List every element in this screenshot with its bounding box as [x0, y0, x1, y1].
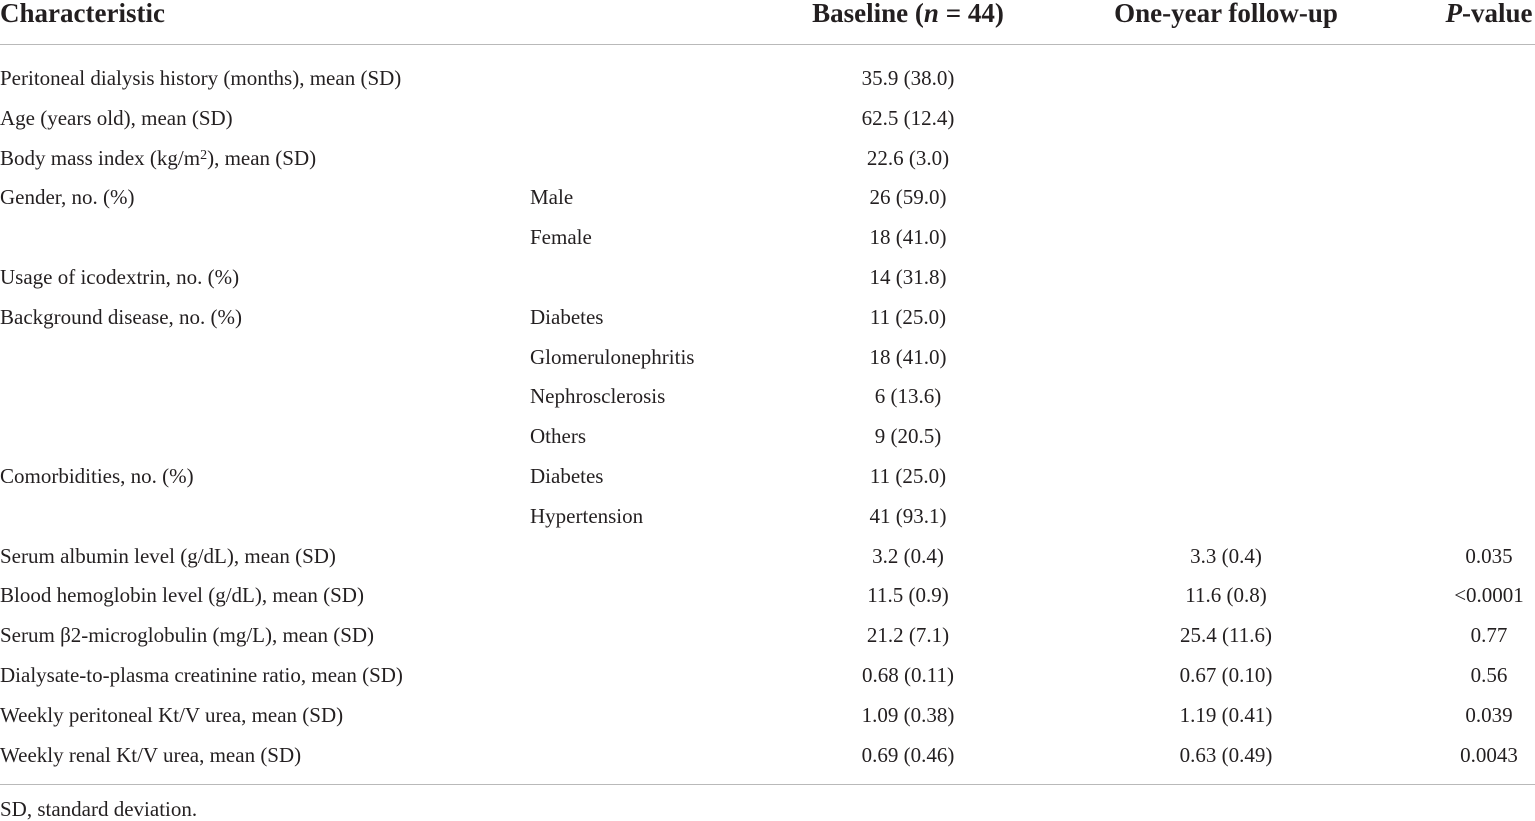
cell-followup: 25.4 (11.6) [1180, 623, 1272, 648]
cell-pvalue: 0.035 [1465, 543, 1513, 568]
cell-followup: 11.6 (0.8) [1185, 583, 1267, 608]
cell-characteristic [0, 146, 316, 170]
header-pvalue-p: P [1445, 0, 1462, 28]
cell-characteristic: Usage of icodextrin, no. (%) [0, 265, 240, 289]
table-row [0, 305, 1535, 345]
cell-label-pre: Body mass index (kg/m [0, 145, 201, 170]
table-row [0, 544, 1535, 584]
cell-baseline: 18 (41.0) [869, 225, 947, 250]
table-footnote: SD, standard deviation. [0, 797, 198, 821]
cell-subcategory: Female [530, 225, 592, 250]
header-baseline-n: n [923, 0, 939, 28]
cell-characteristic: Serum β2-microglobulin (mg/L), mean (SD) [0, 623, 375, 648]
cell-characteristic: Weekly renal Kt/V urea, mean (SD) [0, 742, 302, 767]
cell-subcategory: Hypertension [530, 503, 644, 528]
table-row [0, 743, 1535, 783]
cell-baseline: 9 (20.5) [874, 424, 942, 449]
cell-baseline: 14 (31.8) [869, 265, 947, 289]
cell-characteristic: Serum albumin level (g/dL), mean (SD) [0, 543, 336, 568]
cell-characteristic: Background disease, no. (%) [0, 304, 243, 329]
cell-characteristic: Blood hemoglobin level (g/dL), mean (SD) [0, 583, 364, 608]
cell-pvalue: <0.0001 [1454, 583, 1524, 608]
cell-followup: 1.19 (0.41) [1179, 702, 1273, 727]
cell-baseline: 62.5 (12.4) [861, 105, 955, 130]
header-baseline-prefix: Baseline ( [812, 0, 924, 28]
cell-label-superscript: 2 [200, 147, 208, 163]
cell-characteristic: Weekly peritoneal Kt/V urea, mean (SD) [0, 702, 344, 727]
cell-baseline: 21.2 (7.1) [866, 623, 950, 648]
table-row [0, 623, 1535, 663]
table-row [0, 384, 1535, 424]
cell-baseline: 18 (41.0) [869, 344, 947, 369]
cell-followup: 0.63 (0.49) [1179, 742, 1273, 767]
table-row [0, 424, 1535, 464]
table-row [0, 225, 1535, 265]
table-row [0, 504, 1535, 544]
cell-subcategory: Diabetes [530, 304, 604, 329]
table-header [0, 0, 1535, 44]
cell-characteristic: Comorbidities, no. (%) [0, 464, 194, 488]
cell-baseline: 26 (59.0) [869, 185, 947, 210]
table-row [0, 583, 1535, 623]
cell-pvalue: 0.56 [1470, 663, 1508, 687]
cell-subcategory: Others [530, 424, 586, 449]
cell-baseline: 22.6 (3.0) [866, 145, 950, 170]
cell-characteristic: Dialysate-to-plasma creatinine ratio, mean (SD) [0, 663, 403, 687]
cell-pvalue: 0.039 [1465, 702, 1513, 727]
cell-subcategory: Nephrosclerosis [530, 384, 666, 409]
cell-label-post: ), mean (SD) [207, 145, 317, 170]
footer-divider [0, 784, 1535, 785]
cell-characteristic: Gender, no. (%) [0, 185, 135, 210]
header-pvalue [1446, 0, 1533, 26]
cell-followup: 3.3 (0.4) [1190, 543, 1262, 568]
header-characteristic: Characteristic [0, 0, 165, 28]
table-row [0, 66, 1535, 106]
cell-pvalue: 0.77 [1470, 623, 1508, 648]
cell-pvalue: 0.0043 [1460, 742, 1518, 767]
cell-baseline: 11.5 (0.9) [867, 583, 949, 608]
table-row [0, 106, 1535, 146]
cell-subcategory: Male [530, 185, 574, 210]
cell-followup: 0.67 (0.10) [1179, 663, 1273, 687]
cell-baseline: 11 (25.0) [869, 304, 947, 329]
table-row [0, 663, 1535, 703]
cell-characteristic: Age (years old), mean (SD) [0, 105, 233, 130]
cell-subcategory: Diabetes [530, 464, 604, 488]
table-row [0, 146, 1535, 186]
cell-baseline: 6 (13.6) [874, 384, 942, 409]
header-baseline [812, 0, 1004, 26]
table-row [0, 464, 1535, 504]
header-baseline-suffix: = 44) [938, 0, 1004, 28]
table-row [0, 345, 1535, 385]
cell-baseline: 1.09 (0.38) [861, 702, 955, 727]
cell-characteristic: Peritoneal dialysis history (months), mean (SD) [0, 66, 402, 90]
cell-baseline: 11 (25.0) [869, 464, 947, 488]
cell-baseline: 35.9 (38.0) [861, 66, 955, 90]
table-row [0, 265, 1535, 305]
table-row [0, 185, 1535, 225]
cell-baseline: 41 (93.1) [869, 503, 947, 528]
table-row [0, 703, 1535, 743]
header-followup: One-year follow-up [1114, 0, 1338, 28]
cell-subcategory: Glomerulonephritis [530, 344, 695, 369]
header-divider [0, 44, 1535, 45]
header-pvalue-suffix: -value [1462, 0, 1533, 28]
cell-baseline: 3.2 (0.4) [872, 543, 944, 568]
cell-baseline: 0.68 (0.11) [862, 663, 954, 687]
cell-baseline: 0.69 (0.46) [861, 742, 955, 767]
